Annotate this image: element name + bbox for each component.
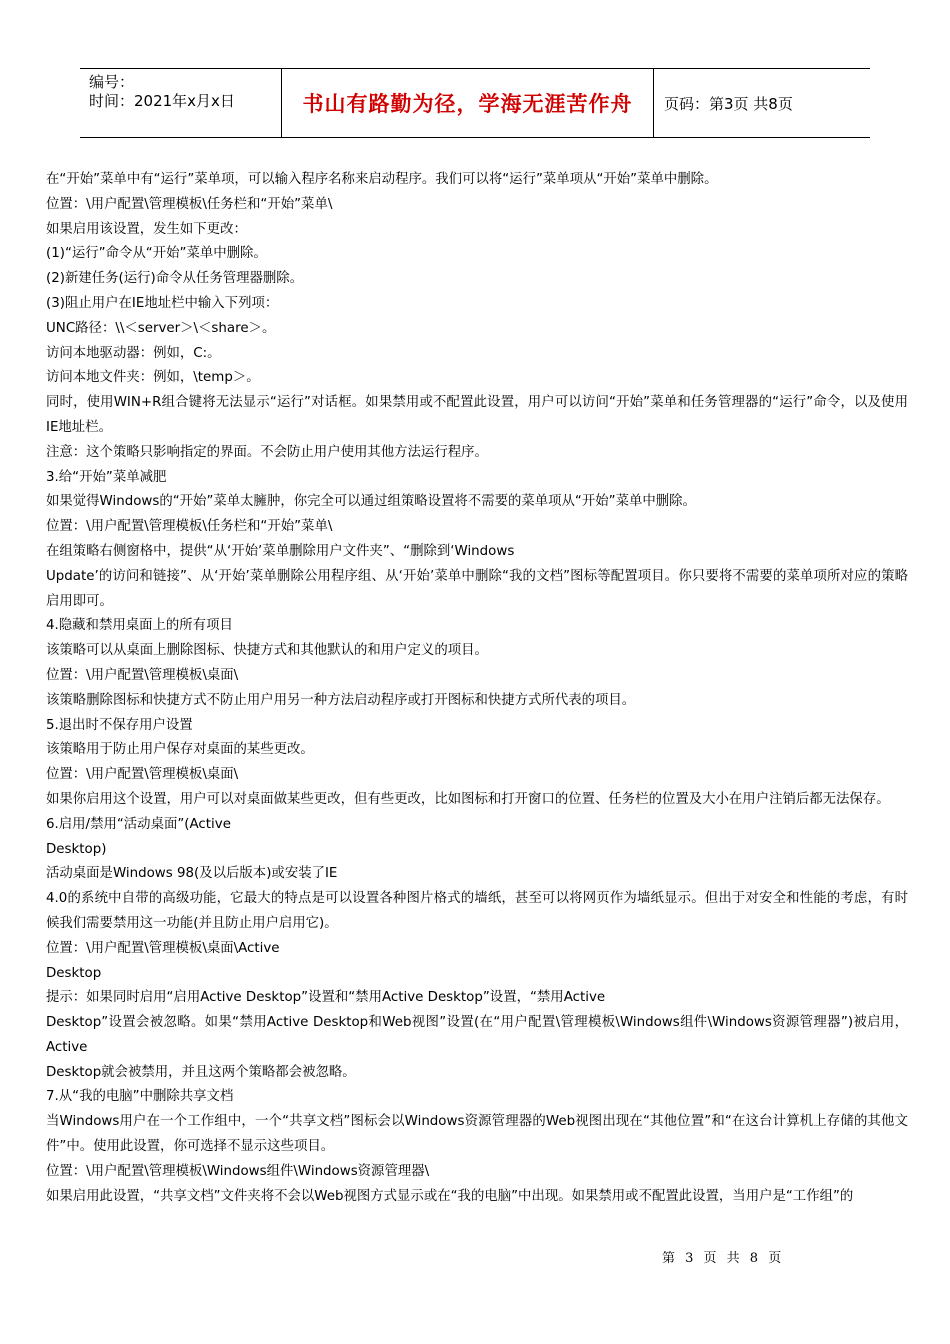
document-header [80, 68, 870, 138]
body-paragraph: 当Windows用户在一个工作组中，一个“共享文档”图标会以Windows资源管理器的Web视图出现在“其他位置”和“在这台计算机上存储的其他文件”中。使用此设置，你可选择不显示这些项目。 [46, 1114, 908, 1155]
time-label: 时间：2021年x月x日 [89, 92, 235, 110]
body-paragraph: 位置：\用户配置\管理模板\任务栏和“开始”菜单\ [46, 196, 333, 212]
body-paragraph: 7.从“我的电脑”中删除共享文档 [46, 1089, 234, 1105]
body-paragraph: Desktop) [46, 841, 107, 857]
body-paragraph: UNC路径：\\＜server＞\＜share＞。 [46, 320, 276, 336]
body-paragraph: 位置：\用户配置\管理模板\桌面\ [46, 667, 239, 683]
body-paragraph: 4.0的系统中自带的高级功能，它最大的特点是可以设置各种图片格式的墙纸，甚至可以将网页作为墙纸显示。但出于对安全和性能的考虑，有时候我们需要禁用这一功能(并且防止用户启用它)。 [46, 891, 908, 931]
body-paragraph: 活动桌面是Windows 98(及以后版本)或安装了IE [46, 866, 338, 882]
body-paragraph: 在“开始”菜单中有“运行”菜单项，可以输入程序名称来启动程序。我们可以将“运行”菜单项从“开始”菜单中删除。 [46, 172, 718, 187]
body-paragraph: Update’的访问和链接”、从‘开始’菜单删除公用程序组、从‘开始’菜单中删除“我的文档”图标等配置项目。你只要将不需要的菜单项所对应的策略启用即可。 [46, 568, 908, 609]
body-paragraph: 4.隐藏和禁用桌面上的所有项目 [46, 618, 233, 634]
body-paragraph: (3)阻止用户在IE地址栏中输入下列项： [46, 295, 279, 311]
body-paragraph: 该策略可以从桌面上删除图标、快捷方式和其他默认的和用户定义的项目。 [46, 643, 488, 659]
body-paragraph: 该策略用于防止用户保存对桌面的某些更改。 [46, 742, 314, 758]
body-paragraph: 位置：\用户配置\管理模板\Windows组件\Windows资源管理器\ [46, 1163, 430, 1179]
page-footer: 第 3 页 共 8 页 [662, 1251, 785, 1266]
body-paragraph: 同时，使用WIN+R组合键将无法显示“运行”对话框。如果禁用或不配置此设置，用户可以访问“开始”菜单和任务管理器的“运行”命令，以及使用IE地址栏。 [46, 395, 908, 435]
body-paragraph: 位置：\用户配置\管理模板\任务栏和“开始”菜单\ [46, 519, 333, 535]
body-paragraph: 提示：如果同时启用“启用Active Desktop”设置和“禁用Active Desktop”设置，“禁用Active [46, 990, 606, 1006]
header-page-info: 页码：第3页 共8页 [664, 94, 793, 113]
body-paragraph: 6.启用/禁用“活动桌面”(Active [46, 816, 231, 832]
body-paragraph: (1)“运行”命令从“开始”菜单中删除。 [46, 246, 267, 262]
motto-text: 书山有路勤为径，学海无涯苦作舟 [302, 92, 633, 116]
body-paragraph: 如果启用此设置，“共享文档”文件夹将不会以Web视图方式显示或在“我的电脑”中出现。如果禁用或不配置此设置，当用户是“工作组”的 [46, 1188, 854, 1204]
body-paragraph: 访问本地文件夹：例如，\temp＞。 [46, 370, 260, 386]
body-paragraph: 位置：\用户配置\管理模板\桌面\Active [46, 940, 280, 956]
body-paragraph: (2)新建任务(运行)命令从任务管理器删除。 [46, 271, 304, 287]
body-paragraph: 如果觉得Windows的“开始”菜单太臃肿，你完全可以通过组策略设置将不需要的菜单项从“开始”菜单中删除。 [46, 494, 696, 510]
serial-label: 编号： [89, 73, 135, 91]
body-paragraph: 5.退出时不保存用户设置 [46, 717, 193, 733]
document-body [46, 168, 908, 1209]
header-motto-cell [282, 69, 654, 137]
body-paragraph: 3.给“开始”菜单减肥 [46, 469, 167, 485]
body-paragraph: 如果启用该设置，发生如下更改： [46, 221, 247, 237]
body-paragraph: 注意：这个策略只影响指定的界面。不会防止用户使用其他方法运行程序。 [46, 444, 488, 460]
body-paragraph: 在组策略右侧窗格中，提供“从‘开始’菜单删除用户文件夹”、“删除到‘Windows [46, 543, 515, 559]
header-page-cell [654, 69, 870, 137]
body-paragraph: 访问本地驱动器：例如，C:。 [46, 345, 221, 361]
body-paragraph: 如果你启用这个设置，用户可以对桌面做某些更改，但有些更改，比如图标和打开窗口的位置、任务栏的位置及大小在用户注销后都无法保存。 [46, 791, 890, 807]
body-paragraph: 位置：\用户配置\管理模板\桌面\ [46, 767, 239, 783]
header-meta-cell [80, 69, 282, 137]
body-paragraph: 该策略删除图标和快捷方式不防止用户用另一种方法启动程序或打开图标和快捷方式所代表的项目。 [46, 692, 636, 708]
body-paragraph: Desktop就会被禁用，并且这两个策略都会被忽略。 [46, 1064, 356, 1080]
body-paragraph: Desktop [46, 965, 102, 981]
body-paragraph: Desktop”设置会被忽略。如果“禁用Active Desktop和Web视图”设置(在“用户配置\管理模板\Windows组件\Windows资源管理器”)被启用，Active [46, 1015, 908, 1055]
